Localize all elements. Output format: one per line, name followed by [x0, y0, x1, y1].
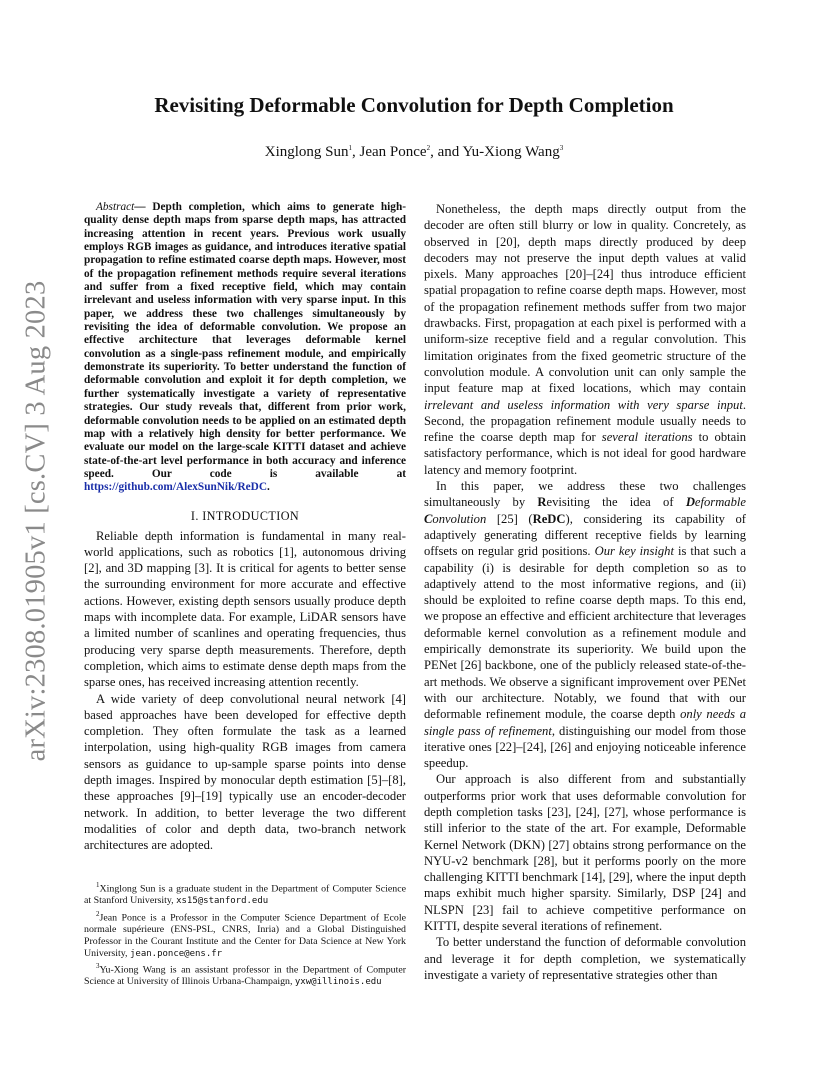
author-separator-2: , and: [430, 144, 463, 160]
text-run-italic: irrelevant and useless information with very sparse input: [424, 397, 743, 412]
abstract-label: Abstract: [96, 201, 135, 213]
text-run: [25] (: [486, 511, 533, 526]
footnote-3-text: Yu-Xiong Wang is an assistant professor in the Department of Computer Science at University of Illinois Urbana-Champaign,: [84, 964, 406, 988]
footnote-3: [84, 961, 406, 989]
text-run: ), considering its capability of adaptively generating different receptive fields by learning offsets on regular grid positions.: [424, 511, 746, 559]
footnote-2: [84, 909, 406, 960]
arxiv-identifier: [16, 280, 56, 762]
right-paragraph-1: [424, 201, 746, 478]
text-run-bold-italic: D: [685, 495, 695, 510]
author-separator-1: ,: [352, 144, 360, 160]
author-line: [64, 144, 764, 161]
footnote-1: [84, 880, 406, 908]
left-column: [84, 201, 406, 854]
footnote-3-mark: 3: [96, 962, 100, 971]
abstract-end: .: [266, 481, 270, 494]
author-1: Xinglong Sun: [264, 144, 349, 160]
author-1-mark: 1: [348, 144, 353, 152]
right-paragraph-2: [424, 478, 746, 771]
footnote-2-text: Jean Ponce is a Professor in the Computer Science Department of Ecole normale supérieure (ENS-PSL, CNRS, Inria) and a Global Distinguished Professor in the Courant Institute and the Center for Data Science at New York University,: [84, 912, 406, 959]
intro-paragraph-2: A wide variety of deep convolutional neural network [4] based approaches have been developed for effective depth completion. They often formulate the task as a learned interpolation, using high-quality RGB images from camera sensors as guidance to up-sample sparse points into dense depth images. Inspired by monocular depth estimation [5]–[8], these approaches [9]–[19] typically use an encoder-decoder network. In addition, to better leverage the two different modalities of color and depth data, two-branch network architectures are adopted.: [84, 691, 406, 853]
section-heading-introduction: I. INTRODUCTION: [190, 508, 300, 523]
author-3-mark: 3: [559, 144, 564, 152]
right-column: [424, 201, 746, 983]
code-link[interactable]: https://github.com/AlexSunNik/ReDC: [84, 481, 267, 494]
text-run-bold-italic: C: [424, 511, 433, 526]
author-2: Jean Ponce: [359, 144, 427, 160]
footnote-1-mark: 1: [96, 881, 100, 889]
author-2-mark: 2: [426, 144, 431, 152]
author-3: Yu-Xiong Wang: [462, 144, 560, 160]
footnote-1-email[interactable]: xs15@stanford.edu: [176, 896, 269, 907]
text-run-italic: several iterations: [601, 430, 693, 445]
text-run-bold: R: [537, 495, 547, 510]
footnote-2-mark: 2: [96, 909, 100, 918]
paper-title: Revisiting Deformable Convolution for Depth Completion: [154, 93, 674, 117]
right-paragraph-3: Our approach is also different from and substantially outperforms prior work that uses deformable convolution for depth completion tasks [23], [24], [27], whose performance is still inferior to the state of the art. For example, Deformable Kernel Network (DKN) [27] obtains strong performance on the NYU-v2 benchmark [28], but it performs poorly on the more challenging KITTI benchmark [14], [29], where the input depth maps exhibit much higher sparsity. Similarly, DSP [24] and NLSPN [23] fail to achieve competitive performance on KITTI, despite several iterations of refinement.: [424, 772, 746, 934]
footnote-2-email[interactable]: jean.ponce@ens.fr: [129, 948, 223, 959]
abstract-text: Depth completion, which aims to generate high-quality dense depth maps from sparse depth maps, has attracted increasing attention in recent years. Previous work usually employs RGB images as guidance, and introduces iterative spatial propagation to refine estimated coarse depth maps. However, most of the propagation refinement methods require several iterations and suffer from a fixed receptive field, which may contain irrelevant and useless information with very sparse input. In this paper, we address these two challenges simultaneously by revisiting the idea of deformable convolution. We propose an effective architecture that leverages deformable kernel convolution as a single-pass refinement module, and empirically demonstrate its superiority. To better understand the function of deformable convolution and exploit it for depth completion, we further systematically investigate a variety of representative strategies. Our study reveals that, different from prior work, deformable convolution needs to be applied on an estimated depth map with a relatively high density for better performance. We evaluate our model on the large-scale KITTI dataset and achieve state-of-the-art level performance in both accuracy and inference speed. Our code is available at: [84, 201, 406, 480]
text-run: In this paper, we address these two challenges simultaneously by: [424, 479, 746, 510]
arxiv-identifier-text: arXiv:2308.01905v1 [cs.CV] 3 Aug 2023: [20, 280, 51, 762]
intro-paragraph-1: Reliable depth information is fundamental in many real-world applications, such as robotics [1], autonomous driving [2], and 3D mapping [3]. It is critical for agents to better sense the surrounding environment for more accurate and effective actions. However, existing depth sensors usually produce depth maps with incomplete data. For example, LiDAR sensors have a limited number of scanlines and operating frequencies, thus producing very sparse depth measurements. Therefore, depth completion, which aims to estimate dense depth maps from the sparse ones, has received increasing attention recently.: [84, 528, 406, 690]
text-run-italic: only needs a single pass of refinement: [424, 707, 746, 738]
text-run: , distinguishing our model from those iterative ones [22]–[24], [26] and enjoying noticeable inference speedup.: [424, 723, 746, 771]
text-run: Nonetheless, the depth maps directly output from the decoder are often still blurry or low in quality. Concretely, as observed in [20], depth maps directly produced by deep decoders may not preserve the input depth values at valid pixels. Many approaches [20]–[24] thus introduce efficient spatial propagation to refine coarse depth maps. However, most of the propagation refinement methods suffer from two major drawbacks. First, propagation at each pixel is performed with a uniform-size receptive field and a regular convolution. This limitation originates from the fixed geometric structure of the convolution module. A convolution unit can only sample the input feature map at fixed locations, which may contain: [424, 202, 746, 396]
footnotes: [84, 880, 406, 990]
text-run: is that such a capability (i) is desirable for depth completion so as to adaptively attend to the most informative regions, and (ii) should be exploited to refine coarse depth maps. To this end, we propose an effective and efficient architecture that leverages deformable kernel convolution as a refinement module and empirically demonstrate its superiority. We build upon the PENet [26] backbone, one of the publicly released state-of-the-art methods. We observe a significant improvement over PENet with our architecture. Notably, we found that with our deformable refinement module, the coarse depth: [424, 544, 746, 722]
text-run-bold: ReDC: [532, 511, 566, 526]
footnote-1-text: Xinglong Sun is a graduate student in the Department of Computer Science at Stanford University,: [84, 883, 406, 907]
abstract: [84, 201, 406, 495]
text-run-italic: Our key insight: [594, 544, 674, 559]
abstract-dash: —: [134, 201, 153, 213]
text-run: evisiting the idea of: [546, 495, 686, 510]
text-run-italic: onvolution: [432, 511, 487, 526]
text-run: . Second, the propagation refinement module usually needs to refine the coarse depth map for: [424, 397, 746, 445]
footnote-3-email[interactable]: yxw@illinois.edu: [294, 977, 382, 988]
text-run-italic: eformable: [694, 495, 746, 510]
left-body: [84, 528, 406, 854]
text-run: to obtain satisfactory performance, which is not ideal for good hardware latency and memory footprint.: [424, 430, 746, 477]
right-paragraph-4: To better understand the function of deformable convolution and leverage it for depth completion, we systematically investigate a variety of representative strategies other than: [424, 935, 746, 982]
